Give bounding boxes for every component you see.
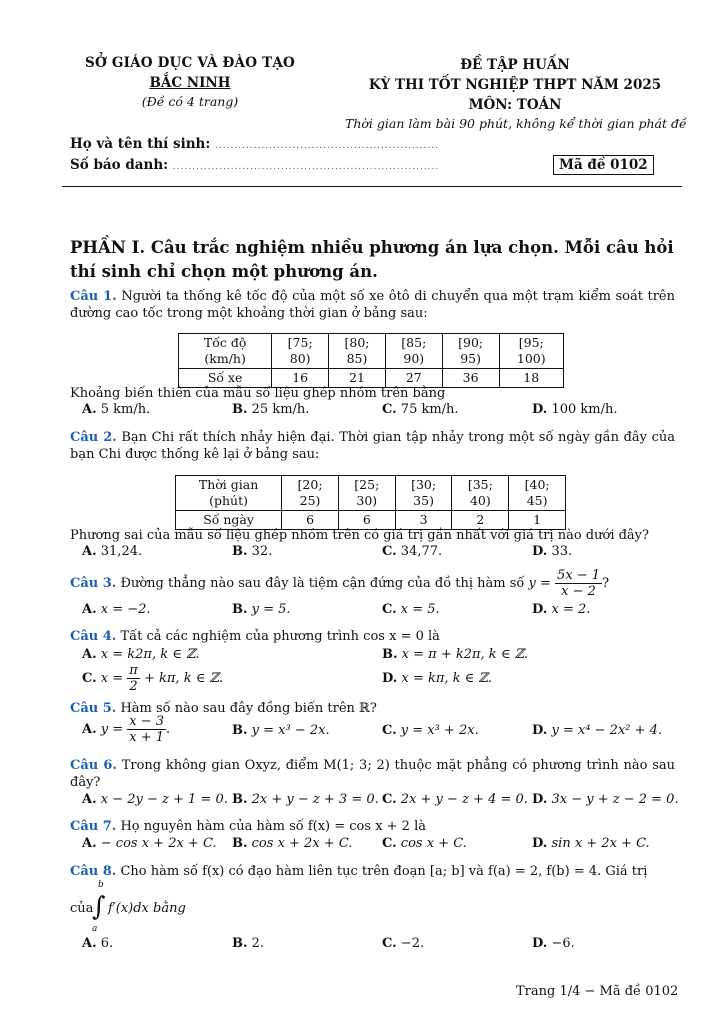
fraction-denominator: x + 1 bbox=[129, 730, 165, 745]
name-field bbox=[70, 136, 439, 152]
option-label: A. bbox=[82, 647, 97, 662]
page-footer: Trang 1/4 − Mã đề 0102 bbox=[516, 984, 679, 999]
speed-table bbox=[178, 333, 564, 388]
table-cell: [85; 90) bbox=[385, 334, 442, 369]
option-a-end: . bbox=[166, 722, 171, 737]
table-cell: 6 bbox=[282, 511, 339, 530]
question-4 bbox=[70, 628, 675, 645]
option-d[interactable] bbox=[532, 544, 572, 559]
option-label: A. bbox=[82, 792, 97, 807]
question-number: Câu 8. bbox=[70, 864, 117, 879]
table-cell: 36 bbox=[442, 369, 499, 388]
option-label: A. bbox=[82, 602, 97, 617]
fraction-numerator: x − 3 bbox=[129, 714, 165, 729]
table-cell: Tốc độ (km/h) bbox=[179, 334, 272, 369]
option-c[interactable] bbox=[382, 836, 467, 851]
function-lhs: y = bbox=[528, 576, 551, 591]
option-text: 31,24. bbox=[100, 544, 143, 559]
option-text: 3x − y + z − 2 = 0. bbox=[551, 792, 679, 807]
option-a[interactable] bbox=[82, 714, 170, 745]
question-text: Cho hàm số f(x) có đạo hàm liên tục trên đoạn [a; b] và f(a) = 2, f(b) = 4. Giá trị bbox=[120, 864, 648, 879]
table-cell: 2 bbox=[452, 511, 509, 530]
option-c[interactable] bbox=[382, 544, 442, 559]
fraction-numerator: 5x − 1 bbox=[557, 568, 601, 583]
option-label: A. bbox=[82, 836, 97, 851]
table-cell: [35; 40) bbox=[452, 476, 509, 511]
fraction-numerator: π bbox=[129, 663, 138, 678]
option-a[interactable] bbox=[82, 647, 200, 662]
option-label: B. bbox=[232, 544, 248, 559]
option-text: 100 km/h. bbox=[551, 402, 618, 417]
option-text: x = 2. bbox=[551, 602, 591, 617]
question-2-prompt: Phương sai của mẫu số liệu ghép nhóm trên có giá trị gần nhất với giá trị nào dưới đây? bbox=[70, 528, 649, 543]
option-label: D. bbox=[382, 671, 398, 686]
option-text: 32. bbox=[251, 544, 273, 559]
question-3-options bbox=[82, 602, 682, 620]
name-label: Họ và tên thí sinh: bbox=[70, 136, 211, 152]
integrand: f′(x)dx bằng bbox=[108, 901, 186, 916]
table-cell: [80; 85) bbox=[329, 334, 386, 369]
question-1-prompt: Khoảng biến thiên của mẫu số liệu ghép nhóm trên bằng bbox=[70, 386, 446, 401]
option-text: 25 km/h. bbox=[251, 402, 310, 417]
table-row bbox=[179, 334, 564, 369]
table-cell: 16 bbox=[272, 369, 329, 388]
question-number: Câu 3. bbox=[70, 576, 117, 591]
option-a[interactable] bbox=[82, 402, 150, 417]
table-cell: Thời gian (phút) bbox=[176, 476, 282, 511]
option-label: B. bbox=[232, 836, 248, 851]
option-label: C. bbox=[382, 936, 397, 951]
table-cell: [25; 30) bbox=[338, 476, 395, 511]
option-text: 75 km/h. bbox=[400, 402, 459, 417]
option-text: 6. bbox=[100, 936, 114, 951]
option-c[interactable] bbox=[382, 936, 424, 951]
question-number: Câu 2. bbox=[70, 430, 117, 445]
option-d[interactable] bbox=[382, 671, 492, 686]
question-text: Đường thẳng nào sau đây là tiệm cận đứng của đồ thị hàm số bbox=[120, 576, 525, 591]
option-label: D. bbox=[532, 602, 548, 617]
option-label: B. bbox=[232, 723, 248, 738]
option-b[interactable] bbox=[232, 402, 309, 417]
table-cell: [75; 80) bbox=[272, 334, 329, 369]
option-text: 34,77. bbox=[400, 544, 443, 559]
question-number: Câu 7. bbox=[70, 819, 117, 834]
option-b[interactable] bbox=[382, 647, 528, 662]
question-6-options bbox=[82, 792, 682, 810]
pages-note: (Đề có 4 trang) bbox=[141, 94, 239, 109]
question-4-options-row2 bbox=[82, 663, 682, 697]
option-text: − cos x + 2x + C. bbox=[100, 836, 217, 851]
option-text: −6. bbox=[551, 936, 575, 951]
option-b[interactable] bbox=[232, 836, 352, 851]
question-7-options bbox=[82, 836, 682, 854]
table-cell: 1 bbox=[509, 511, 566, 530]
header-left bbox=[70, 55, 310, 109]
subject: MÔN: TOÁN bbox=[468, 97, 562, 113]
option-label: C. bbox=[382, 402, 397, 417]
option-label: A. bbox=[82, 544, 97, 559]
table-cell: 18 bbox=[499, 369, 563, 388]
id-label: Số báo danh: bbox=[70, 157, 169, 173]
question-text: Họ nguyên hàm của hàm số f(x) = cos x + 2 là bbox=[120, 819, 426, 834]
option-a-fraction bbox=[127, 714, 166, 745]
part-title: PHẦN I. Câu trắc nghiệm nhiều phương án lựa chọn. Mỗi câu hỏi thí sinh chỉ chọn một phương án. bbox=[70, 238, 674, 281]
department: SỞ GIÁO DỤC VÀ ĐÀO TẠO bbox=[85, 55, 295, 71]
table-cell: 6 bbox=[338, 511, 395, 530]
question-1-options bbox=[82, 402, 682, 420]
option-text: 2x + y − z + 4 = 0. bbox=[400, 792, 528, 807]
option-b[interactable] bbox=[232, 602, 291, 617]
option-text: 2. bbox=[251, 936, 265, 951]
exam-code-box: Mã đề 0102 bbox=[553, 155, 654, 175]
question-text: Hàm số nào sau đây đồng biến trên ℝ? bbox=[120, 701, 377, 716]
option-label: C. bbox=[382, 544, 397, 559]
option-text: −2. bbox=[400, 936, 425, 951]
table-cell: Số xe bbox=[179, 369, 272, 388]
question-2-options bbox=[82, 544, 682, 562]
question-number: Câu 6. bbox=[70, 758, 117, 773]
option-label: D. bbox=[532, 544, 548, 559]
pi-over-2-fraction bbox=[127, 663, 140, 694]
option-a-lhs: y = bbox=[100, 722, 124, 737]
option-text: y = x⁴ − 2x² + 4. bbox=[551, 723, 663, 738]
option-label: C. bbox=[382, 602, 397, 617]
option-text: x = k2π, k ∈ ℤ. bbox=[100, 647, 200, 662]
option-b[interactable] bbox=[232, 544, 272, 559]
question-text: Bạn Chi rất thích nhảy hiện đại. Thời gian tập nhảy trong một số ngày gần đây của bạn Chi được thống kê lại ở bảng sau: bbox=[70, 430, 676, 462]
option-label: C. bbox=[382, 836, 397, 851]
option-c[interactable] bbox=[82, 663, 223, 694]
id-field bbox=[70, 157, 439, 173]
option-text: 2x + y − z + 3 = 0. bbox=[251, 792, 379, 807]
question-text: Người ta thống kê tốc độ của một số xe ôtô di chuyển qua một trạm kiểm soát trên đường cao tốc trong một khoảng thời gian ở bảng sau: bbox=[70, 289, 675, 321]
option-label: C. bbox=[82, 671, 97, 686]
option-label: B. bbox=[232, 402, 248, 417]
option-d[interactable] bbox=[532, 936, 575, 951]
option-d[interactable] bbox=[532, 792, 679, 807]
question-number: Câu 5. bbox=[70, 701, 117, 716]
option-text: x = kπ, k ∈ ℤ. bbox=[401, 671, 493, 686]
option-b[interactable] bbox=[232, 723, 330, 738]
option-text: x = −2. bbox=[100, 602, 151, 617]
question-end: ? bbox=[602, 576, 610, 591]
option-a[interactable] bbox=[82, 936, 113, 951]
option-text: x − 2y − z + 1 = 0. bbox=[100, 792, 228, 807]
question-8-options bbox=[82, 936, 682, 954]
table-cell: 27 bbox=[385, 369, 442, 388]
option-a[interactable] bbox=[82, 836, 217, 851]
option-text: 5 km/h. bbox=[100, 402, 151, 417]
option-label: C. bbox=[382, 792, 397, 807]
question-8-line2-prefix: của bbox=[70, 901, 94, 916]
option-label: B. bbox=[232, 936, 248, 951]
option-a[interactable] bbox=[82, 544, 142, 559]
option-label: D. bbox=[532, 402, 548, 417]
option-d[interactable] bbox=[532, 602, 590, 617]
option-label: B. bbox=[382, 647, 398, 662]
table-cell: [95; 100) bbox=[499, 334, 563, 369]
question-6 bbox=[70, 757, 675, 791]
option-text: sin x + 2x + C. bbox=[551, 836, 650, 851]
question-number: Câu 1. bbox=[70, 289, 117, 304]
option-b[interactable] bbox=[232, 936, 264, 951]
integral-lower-limit: a bbox=[92, 924, 98, 934]
option-b[interactable] bbox=[232, 792, 379, 807]
option-label: D. bbox=[532, 792, 548, 807]
option-d[interactable] bbox=[532, 723, 662, 738]
option-a[interactable] bbox=[82, 602, 151, 617]
option-label: C. bbox=[382, 723, 397, 738]
question-7 bbox=[70, 818, 675, 835]
question-text: Trong không gian Oxyz, điểm M(1; 3; 2) thuộc mặt phẳng có phương trình nào sau đây? bbox=[70, 758, 675, 790]
integral-sign-icon: ∫ bbox=[92, 892, 106, 922]
header-right bbox=[345, 55, 685, 133]
option-label: D. bbox=[532, 836, 548, 851]
option-d[interactable] bbox=[532, 836, 650, 851]
table-cell: [90; 95) bbox=[442, 334, 499, 369]
option-label: A. bbox=[82, 402, 97, 417]
option-c[interactable] bbox=[382, 602, 440, 617]
table-cell: [40; 45) bbox=[509, 476, 566, 511]
time-note: Thời gian làm bài 90 phút, không kể thời gian phát đề bbox=[345, 116, 687, 131]
question-2 bbox=[70, 429, 675, 463]
option-label: D. bbox=[532, 723, 548, 738]
option-text: y = x³ − 2x. bbox=[251, 723, 330, 738]
question-1 bbox=[70, 288, 675, 322]
option-text: y = x³ + 2x. bbox=[400, 723, 479, 738]
option-label: D. bbox=[532, 936, 548, 951]
fraction-denominator: 2 bbox=[129, 679, 138, 694]
option-c[interactable] bbox=[382, 402, 459, 417]
option-c-lhs: x = bbox=[100, 671, 124, 686]
option-label: B. bbox=[232, 792, 248, 807]
exam-type: ĐỀ TẬP HUẤN bbox=[460, 57, 570, 73]
exam-name: KỲ THI TỐT NGHIỆP THPT NĂM 2025 bbox=[368, 77, 662, 93]
option-c[interactable] bbox=[382, 723, 479, 738]
function-fraction bbox=[555, 568, 602, 599]
question-number: Câu 4. bbox=[70, 629, 117, 644]
question-5-options bbox=[82, 714, 682, 748]
option-label: A. bbox=[82, 936, 97, 951]
table-cell: [30; 35) bbox=[395, 476, 452, 511]
id-dots: ..................................................................... bbox=[172, 162, 440, 172]
option-label: B. bbox=[232, 602, 248, 617]
option-c[interactable] bbox=[382, 792, 528, 807]
option-text: + kπ, k ∈ ℤ. bbox=[143, 671, 224, 686]
option-d[interactable] bbox=[532, 402, 618, 417]
option-text: cos x + 2x + C. bbox=[251, 836, 353, 851]
table-row bbox=[176, 476, 566, 511]
fraction-denominator: x − 2 bbox=[561, 584, 596, 599]
option-text: 33. bbox=[551, 544, 573, 559]
province: BẮC NINH bbox=[149, 75, 231, 91]
name-dots: .......................................................... bbox=[215, 141, 439, 151]
question-text: Tất cả các nghiệm của phương trình cos x = 0 là bbox=[120, 629, 440, 644]
question-8 bbox=[70, 863, 675, 880]
question-3 bbox=[70, 568, 675, 599]
option-a[interactable] bbox=[82, 792, 228, 807]
option-text: x = 5. bbox=[400, 602, 440, 617]
option-label: A. bbox=[82, 722, 97, 737]
table-cell: 3 bbox=[395, 511, 452, 530]
header-divider bbox=[62, 186, 682, 187]
option-text: y = 5. bbox=[251, 602, 291, 617]
practice-time-table bbox=[175, 475, 566, 530]
option-text: cos x + C. bbox=[400, 836, 467, 851]
table-cell: 21 bbox=[329, 369, 386, 388]
table-cell: Số ngày bbox=[176, 511, 282, 530]
integral-upper-limit: b bbox=[98, 880, 104, 890]
option-text: x = π + k2π, k ∈ ℤ. bbox=[401, 647, 529, 662]
table-cell: [20; 25) bbox=[282, 476, 339, 511]
